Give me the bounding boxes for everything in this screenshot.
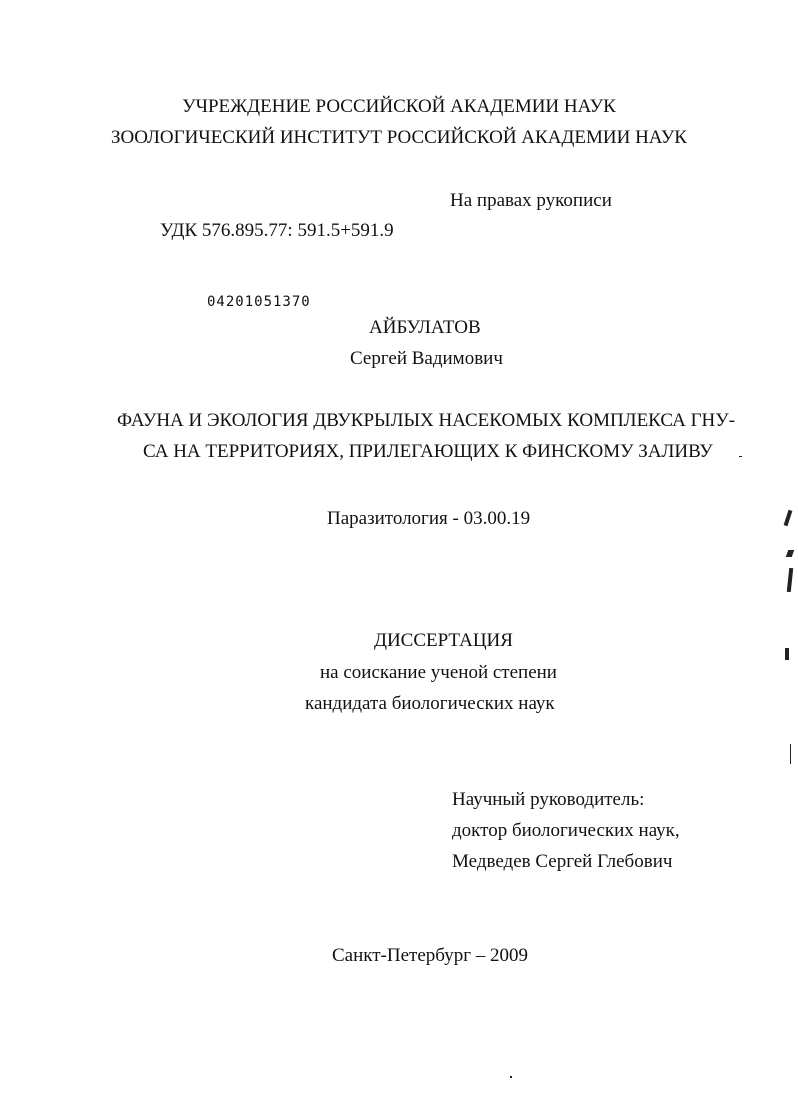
degree-line-1: на соискание ученой степени	[320, 662, 557, 683]
supervisor-label: Научный руководитель:	[452, 789, 645, 810]
document-type: ДИССЕРТАЦИЯ	[374, 630, 513, 651]
institution-line-1: УЧРЕЖДЕНИЕ РОССИЙСКОЙ АКАДЕМИИ НАУК	[182, 96, 616, 117]
institution-line-2: ЗООЛОГИЧЕСКИЙ ИНСТИТУТ РОССИЙСКОЙ АКАДЕМИИ НАУК	[111, 127, 687, 148]
city-year: Санкт-Петербург – 2009	[332, 945, 529, 966]
thesis-title-line-1: ФАУНА И ЭКОЛОГИЯ ДВУКРЫЛЫХ НАСЕКОМЫХ КОМПЛЕКСА ГНУ-	[117, 410, 736, 431]
scan-speck	[787, 568, 793, 592]
specialty: Паразитология - 03.00.19	[327, 508, 531, 529]
author-surname: АЙБУЛАТОВ	[369, 317, 481, 338]
scan-speck	[785, 648, 789, 660]
author-name: Сергей Вадимович	[350, 348, 503, 369]
registration-number: 04201051370	[207, 294, 311, 310]
supervisor-title: доктор биологических наук,	[452, 820, 680, 841]
rights-notice: На правах рукописи	[450, 190, 612, 211]
scan-speck	[739, 456, 742, 457]
scan-speck	[790, 744, 791, 764]
scan-speck	[786, 550, 795, 557]
degree-line-2: кандидата биологических наук	[305, 693, 555, 714]
scan-speck	[784, 510, 793, 526]
thesis-title-line-2: СА НА ТЕРРИТОРИЯХ, ПРИЛЕГАЮЩИХ К ФИНСКОМУ ЗАЛИВУ	[143, 441, 713, 462]
supervisor-name: Медведев Сергей Глебович	[452, 851, 673, 872]
scan-speck	[510, 1076, 512, 1078]
udk-code: УДК 576.895.77: 591.5+591.9	[160, 220, 394, 241]
